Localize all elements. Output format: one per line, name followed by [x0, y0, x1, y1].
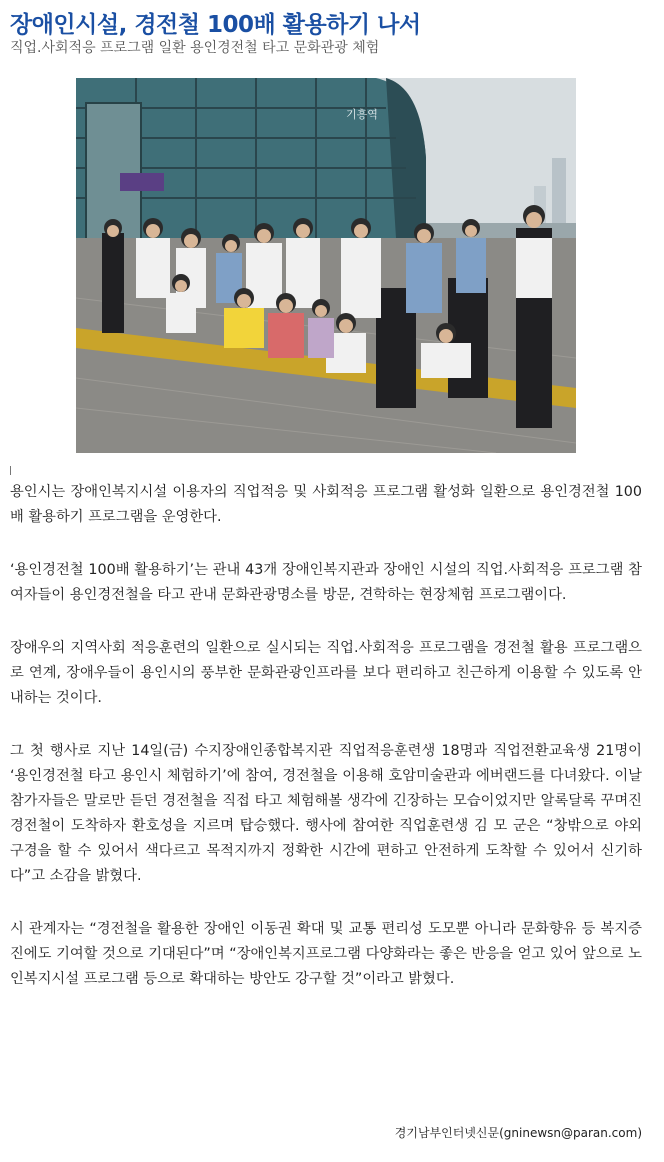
- article-paragraph: ‘용인경전철 100배 활용하기’는 관내 43개 장애인복지관과 장애인 시설의 직업.사회적응 프로그램 참여자들이 용인경전철을 타고 관내 문화관광명소를 방문, 견학하는 현장체험 프로그램이다.: [10, 562, 642, 603]
- article-subheadline: 직업.사회적응 프로그램 일환 용인경전철 타고 문화관광 체험: [10, 40, 380, 56]
- article-headline: 장애인시설, 경전철 100배 활용하기 나서: [10, 12, 421, 38]
- svg-text:기흥역: 기흥역: [346, 108, 378, 121]
- article-paragraph: 그 첫 행사로 지난 14일(금) 수지장애인종합복지관 직업적응훈련생 18명과 직업전환교육생 21명이 ‘용인경전철 타고 용인시 체험하기’에 참여, 경전철을 이용해 호암미술관과 에버랜드를 다녀왔다. 이날 참가자들은 말로만 듣던 경전철을 직접 타고 체험해볼 생각에 긴장하는 모습이었지만 알록달록 꾸며진 경전철이 도착하자 환호성을 지르며 탑승했다. 행사에 참여한 직업훈련생 김 모 군은 “창밖으로 야외 구경을 할 수 있어서 색다르고 목적지까지 정확한 시간에 편하고 안전하게 도착할 수 있어서 신기하다”고 소감을 밝혔다.: [10, 743, 642, 884]
- section-marker: [10, 466, 11, 475]
- article-paragraph: 장애우의 지역사회 적응훈련의 일환으로 실시되는 직업.사회적응 프로그램을 경전철 활용 프로그램으로 연계, 장애우들이 용인시의 풍부한 문화관광인프라를 보다 편리하고 친근하게 이용할 수 있도록 안내하는 것이다.: [10, 640, 642, 706]
- article-credit: 경기남부인터넷신문(gninewsn@paran.com): [394, 1126, 642, 1140]
- article-photo: [76, 78, 576, 453]
- article-body: [10, 480, 642, 1020]
- article-paragraph: 용인시는 장애인복지시설 이용자의 직업적응 및 사회적응 프로그램 활성화 일환으로 용인경전철 100배 활용하기 프로그램을 운영한다.: [10, 484, 642, 525]
- article-paragraph: 시 관계자는 “경전철을 활용한 장애인 이동권 확대 및 교통 편리성 도모뿐 아니라 문화향유 등 복지증진에도 기여할 것으로 기대된다”며 “장애인복지프로그램 다양화라는 좋은 반응을 얻고 있어 앞으로 노인복지시설 프로그램 등으로 확대하는 방안도 강구할 것”이라고 밝혔다.: [10, 921, 642, 987]
